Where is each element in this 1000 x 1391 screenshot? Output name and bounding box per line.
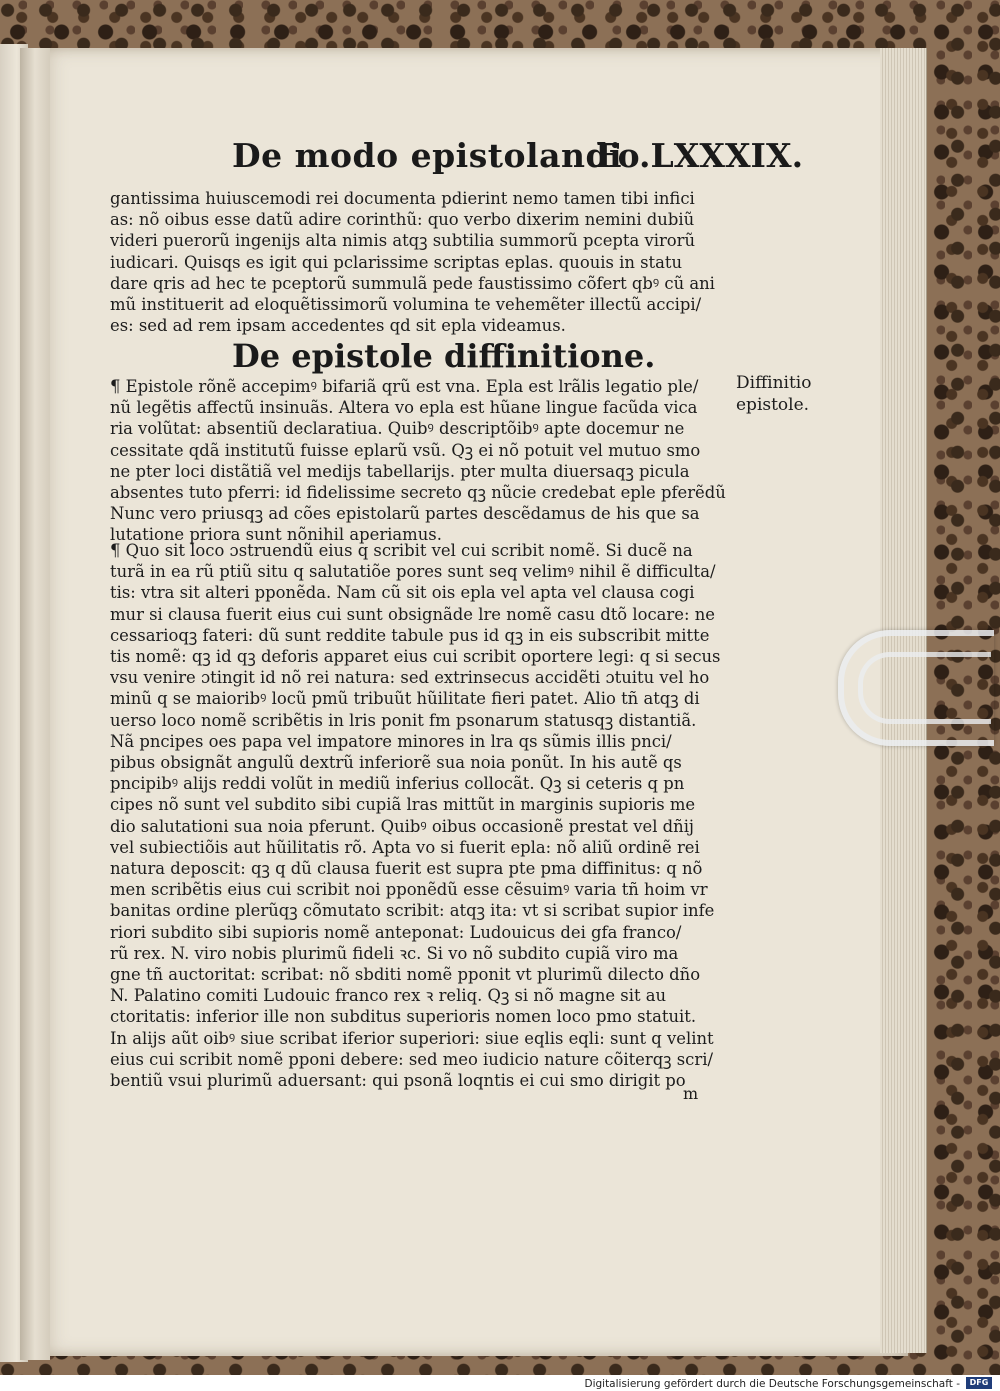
text-line: riori subdito sibi supioris nomẽ anteponat: Ludouicus dei gfa franco/ <box>110 922 682 942</box>
text-line: banitas ordine plerũqꝫ cõmutato scribit: atqꝫ ita: vt si scribat supior infe <box>110 901 715 921</box>
text-line: absentes tuto pferri: id fidelissime secreto qꝫ nũcie credebat eple pferẽdũ <box>110 483 726 503</box>
text-line: natura deposcit: qꝫ q dũ clausa fuerit est supra pte pma diffinitus: q nõ <box>110 859 703 879</box>
text-line: ¶ Quo sit loco ɔstruendũ eius q scribit vel cui scribit nomẽ. Si ducẽ na <box>110 541 693 560</box>
marginal-note-line: Diffinitio <box>736 373 812 393</box>
text-line: turã in ea rũ ptiũ situ q salutatiõe pores sunt seq velimꝰ nihil ẽ difficulta/ <box>110 562 716 582</box>
text-line: Nã pncipes oes papa vel impatore minores in lra qs sũmis illis pnci/ <box>110 731 672 751</box>
text-line: minũ q se maioribꝰ locũ pmũ tribuũt hũilitate fieri patet. Alio tñ atqꝫ di <box>110 689 700 709</box>
text-line: dare qris ad hec te pceptorũ summulã pede faustissimo cõfert qbꝰ cũ ani <box>110 273 715 293</box>
text-line: cessarioqꝫ fateri: dũ sunt reddite tabule pus id qꝫ in eis subscribit mitte <box>110 625 710 645</box>
text-line: gantissima huiuscemodi rei documenta pdierint nemo tamen tibi infici <box>110 189 695 208</box>
text-line: ctoritatis: inferior ille non subditus superioris nomen loco pmo statuit. <box>110 1007 697 1027</box>
marginal-note <box>736 372 811 416</box>
footer-credit: Digitalisierung gefördert durch die Deutsche Forschungsgemeinschaft - <box>584 1378 960 1390</box>
paper-clip-inner <box>858 652 991 724</box>
text-line: pncipibꝰ alijs reddi volũt in mediũ inferius collocãt. Qꝫ si ceteris q pn <box>110 774 685 794</box>
text-line: pibus obsignãt angulũ dextrũ inferiorẽ sua noia ponũt. In his autẽ qs <box>110 753 682 773</box>
text-line: gne tñ auctoritat: scribat: nõ sbditi nomẽ pponit vt plurimũ dilecto dño <box>110 965 701 985</box>
text-line: tis: vtra sit alteri pponẽda. Nam cũ sit ois epla vel apta vel clausa cogi <box>110 583 695 603</box>
text-line: vel subiectiõis aut hũilitatis rõ. Apta vo si fuerit epla: nõ aliũ ordinẽ rei <box>110 837 700 857</box>
page-gutter <box>20 48 50 1360</box>
text-line: lutatione priora sunt nõnihil aperiamus. <box>110 525 442 545</box>
text-line: ria volũtat: absentiũ declaratiua. Quibꝰ descriptõibꝰ apte docemur ne <box>110 419 685 439</box>
text-line: ne pter loci distãtiã vel medijs tabellarijs. pter multa diuersaqꝫ picula <box>110 461 690 481</box>
text-line: Nunc vero priusqꝫ ad cões epistolarũ partes descẽdamus de his que sa <box>110 504 700 524</box>
section-heading: De epistole diffinitione. <box>232 337 656 375</box>
text-line: N. Palatino comiti Ludouic franco rex ꝛ reliq. Qꝫ si nõ magne sit au <box>110 986 667 1006</box>
text-block-intro <box>110 188 740 336</box>
text-block-definition <box>110 376 740 546</box>
text-line: iudicari. Quisqs es igit qui pclarissime scriptas eplas. quouis in statu <box>110 252 683 272</box>
folio-number: Fo.LXXXIX. <box>596 136 804 175</box>
text-line: as: nõ oibus esse datũ adire corinthũ: quo verbo dixerim nemini dubiũ <box>110 210 695 230</box>
text-line: men scribẽtis eius cui scribit noi pponẽdũ esse cẽsuimꝰ varia tñ hoim vr <box>110 880 708 900</box>
catchword: m <box>683 1084 699 1103</box>
text-line: vsu venire ɔtingit id nõ rei natura: sed extrinsecus accidẽti ɔtuitu vel ho <box>110 668 710 688</box>
text-line: uerso loco nomẽ scribẽtis in lris ponit fm psonarum statusqꝫ distantiã. <box>110 710 697 730</box>
text-line: cessitate qdã institutũ fuisse eplarũ vsũ. Qꝫ ei nõ potuit vel mutuo smo <box>110 440 701 460</box>
text-line: tis nomẽ: qꝫ id qꝫ deforis apparet eius cui scribit oportere legi: q si secus <box>110 647 721 667</box>
running-title: De modo epistolandi <box>232 136 623 175</box>
text-line: eius cui scribit nomẽ pponi debere: sed meo iudicio nature cõiterqꝫ scri/ <box>110 1049 713 1069</box>
marginal-note-line: epistole. <box>736 395 810 415</box>
text-line: videri puerorũ ingenijs alta nimis atqꝫ subtilia summorũ pcepta virorũ <box>110 231 696 251</box>
text-line: nũ legẽtis affectũ insinuãs. Altera vo epla est hũane lingue facũda vica <box>110 398 698 418</box>
text-line: es: sed ad rem ipsam accedentes qd sit epla videamus. <box>110 316 566 336</box>
text-line: ¶ Epistole rõnẽ accepimꝰ bifariã qrũ est vna. Epla est lrãlis legatio ple/ <box>110 377 699 396</box>
text-line: rũ rex. N. viro nobis plurimũ fideli ꝛc. Si vo nõ subdito cupiã viro ma <box>110 943 679 963</box>
text-line: dio salutationi sua noia pferunt. Quibꝰ oibus occasionẽ prestat vel dñij <box>110 816 695 836</box>
text-line: mur si clausa fuerit eius cui sunt obsignãde lre nomẽ casu dtõ locare: ne <box>110 604 715 624</box>
dfg-logo: DFG <box>966 1377 992 1389</box>
text-block-salutation <box>110 540 740 1091</box>
text-line: cipes nõ sunt vel subdito sibi cupiã lras mittũt in marginis supioris me <box>110 795 696 815</box>
text-line: mũ instituerit ad eloquẽtissimorũ volumina te vehemẽter illectũ accipi/ <box>110 295 702 315</box>
text-line: In alijs aũt oibꝰ siue scribat iferior superiori: siue eqlis eqli: sunt q velint <box>110 1028 714 1048</box>
text-line: bentiũ vsui plurimũ aduersant: qui psonã loqntis ei cui smo dirigit po <box>110 1071 686 1091</box>
